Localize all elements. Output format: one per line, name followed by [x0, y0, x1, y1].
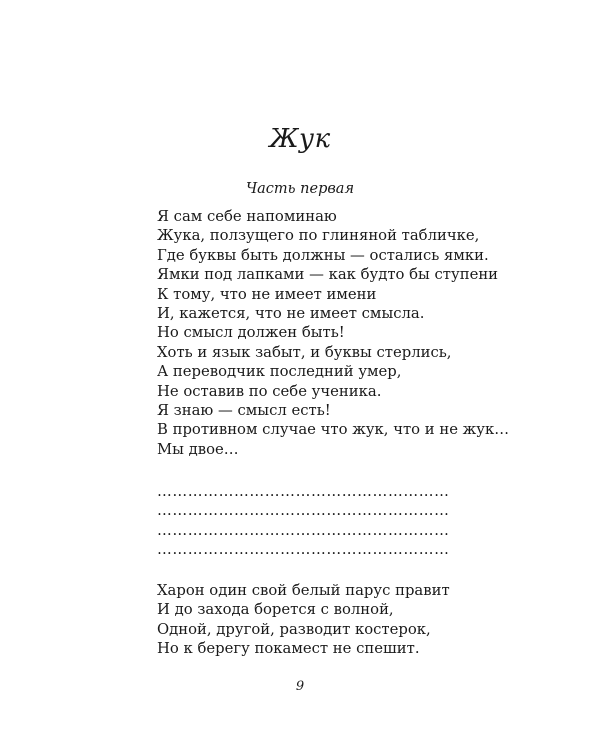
- poem-line: Мы двое…: [157, 440, 239, 458]
- poem-line: Я сам себе напоминаю: [157, 208, 337, 225]
- dotted-line: …………………………………………………: [157, 521, 450, 539]
- dotted-line: …………………………………………………: [157, 483, 450, 500]
- poem-line: Где буквы быть должны — остались ямки.: [157, 246, 489, 264]
- poem-line: А переводчик последний умер,: [157, 363, 402, 381]
- poem-line: Но смысл должен быть!: [157, 324, 345, 342]
- poem-line: Я знаю — смысл есть!: [157, 402, 331, 420]
- poem-line: Харон один свой белый парус правит: [157, 582, 450, 599]
- poem-line: К тому, что не имеет имени: [157, 285, 377, 303]
- poem-line: Одной, другой, разводит костерок,: [157, 620, 431, 638]
- poem-line: В противном случае что жук, что и не жук…: [157, 421, 510, 439]
- poem-line: Ямки под лапками — как будто бы ступени: [157, 266, 499, 284]
- poem-title: Жук: [269, 124, 331, 154]
- dotted-line: …………………………………………………: [157, 502, 450, 520]
- poem-line: Но к берегу покамест не спешит.: [157, 640, 420, 658]
- poem-line: Жука, ползущего по глиняной табличке,: [157, 227, 480, 245]
- poem-subtitle: Часть первая: [245, 181, 355, 197]
- stanza-1: [157, 207, 509, 459]
- dotted-line: …………………………………………………: [157, 541, 450, 559]
- poem-line: Не оставив по себе ученика.: [157, 382, 382, 400]
- page-number: 9: [295, 679, 305, 694]
- stanza-2-ellipsis: [157, 482, 450, 560]
- poem-line: И, кажется, что не имеет смысла.: [157, 305, 425, 323]
- stanza-3: [157, 581, 450, 659]
- poem-line: Хоть и язык забыт, и буквы стерлись,: [157, 343, 452, 361]
- poem-line: И до захода борется с волной,: [157, 601, 394, 619]
